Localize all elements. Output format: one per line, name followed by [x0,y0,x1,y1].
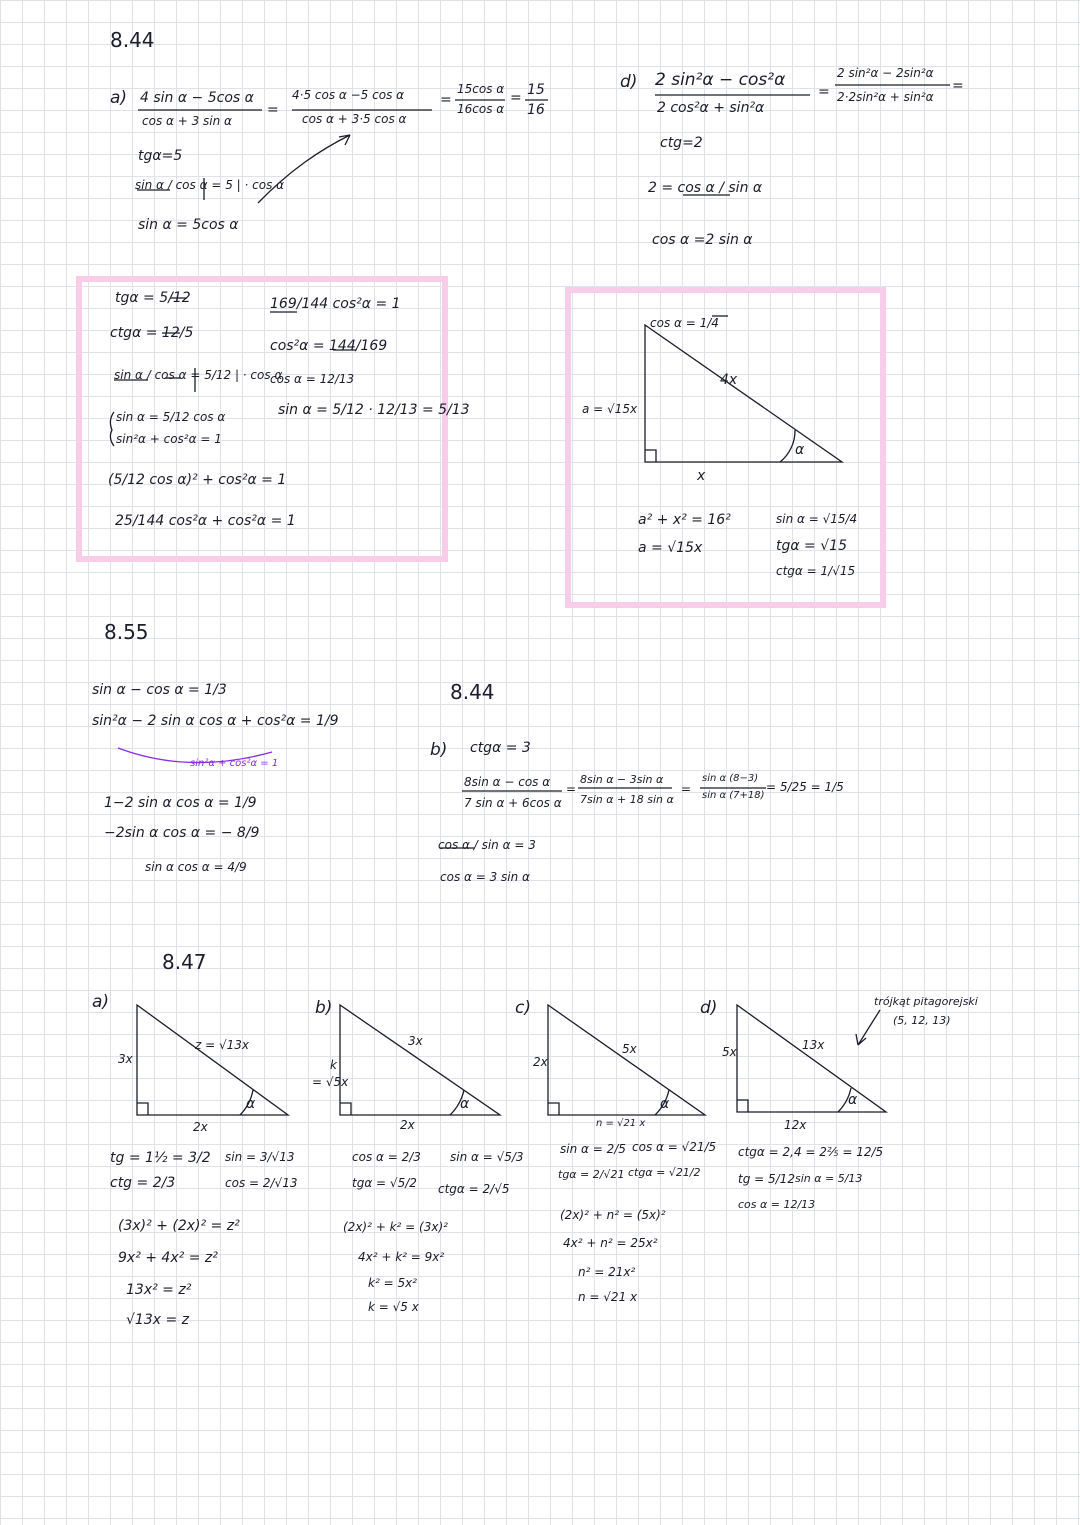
p847d-tg: tg = 5/12 [738,1172,795,1186]
p847a-eq-1: (3x)² + (2x)² = z² [118,1218,240,1234]
box2-ctg: ctgα = 1/√15 [776,564,856,578]
p847a-ctg: ctg = 2/3 [110,1175,176,1191]
p847c-sin: sin α = 2/5 [560,1142,626,1156]
p847a-eq-2: 9x² + 4x² = z² [118,1250,218,1266]
box1-result-2: cos²α = 144/169 [270,338,388,354]
p844b-ctg: ctgα = 3 [470,740,531,756]
box1-result-3: cos α = 12/13 [270,372,355,386]
p847d-hyp: 13x [802,1038,825,1052]
part-d-cos: cos α =2 sin α [652,232,753,248]
p847b-base: 2x [400,1118,415,1132]
part-a-equals: = [267,102,279,118]
box2-alpha: α [795,442,805,458]
p847b-hyp: 3x [408,1034,423,1048]
p847d-label: d) [700,998,718,1018]
p847b-ctg: ctgα = 2/√5 [438,1182,510,1196]
part-d-numerator-2: 2 sin²α − 2sin²α [837,66,934,80]
box2-tg: tgα = √15 [776,538,847,554]
p847b-tg: tgα = √5/2 [352,1176,417,1190]
p847d-ctg: ctgα = 2,4 = 2⅖ = 12/5 [738,1145,884,1159]
p844b-numerator-3: sin α (8−3) [702,773,759,784]
p847a-base: 2x [193,1120,208,1134]
p844b-cos: cos α = 3 sin α [440,870,530,884]
part-a-denominator: cos α + 3 sin α [142,114,232,128]
box1-ctg: ctgα = 12/5 [110,325,194,341]
p855-identity-note: sin²α + cos²α = 1 [190,758,279,769]
p847a-label: a) [92,992,110,1012]
p847c-cos: cos α = √21/5 [632,1140,717,1154]
part-a-denominator-3: 16cos α [457,102,505,116]
p847d-base: 12x [784,1118,807,1132]
part-d-label: d) [620,72,638,92]
p847a-side: 3x [118,1052,133,1066]
box2-cos: cos α = 1/4 [650,316,719,330]
p847a-alpha: α [246,1096,256,1112]
p847d-note-1: trójkąt pitagorejski [874,995,978,1008]
part-d-denominator: 2 cos²α + sin²α [657,100,765,116]
box2-side: a = √15x [582,402,638,416]
heading-8-44-b: 8.44 [450,680,495,704]
box2-sin: sin α = √15/4 [776,512,858,526]
box1-square: (5/12 cos α)² + cos²α = 1 [108,472,287,488]
p847b-cos: cos α = 2/3 [352,1150,421,1164]
p855-line-2: sin²α − 2 sin α cos α + cos²α = 1/9 [92,713,339,729]
p847b-alpha: α [460,1096,470,1112]
p844b-denominator-3: sin α (7+18) [702,790,765,801]
heading-8-44-a: 8.44 [110,28,155,52]
p847b-eq-4: k = √5 x [368,1300,419,1314]
p847a-sin: sin = 3/√13 [225,1150,295,1164]
box1-result-1: 169/144 cos²α = 1 [270,296,401,312]
p855-line-1: sin α − cos α = 1/3 [92,682,227,698]
p844b-numerator: 8sin α − cos α [464,775,551,789]
part-a-equals-3: = [510,90,522,106]
p847c-ctg: ctgα = √21/2 [628,1166,701,1179]
p847d-note-2: (5, 12, 13) [893,1014,951,1027]
p847c-eq-4: n = √21 x [578,1290,638,1304]
p844b-equals: = [566,782,577,796]
p847c-eq-2: 4x² + n² = 25x² [563,1236,658,1250]
p847b-side: k [330,1058,337,1072]
box2-hyp: 4x [720,372,738,388]
part-a-numerator-2: 4·5 cos α −5 cos α [292,88,405,102]
p855-line-3: 1−2 sin α cos α = 1/9 [104,795,257,811]
box2-base: x [697,468,706,484]
box1-ratio: sin α / cos α = 5/12 | · cos α [114,368,283,382]
p847c-tg: tgα = 2/√21 [558,1168,625,1181]
part-a-sin: sin α = 5cos α [138,217,239,233]
box1-tg: tgα = 5/12 [115,290,191,306]
p847a-eq-4: √13x = z [126,1312,189,1328]
p847d-sin: sin α = 5/13 [795,1172,863,1185]
p847b-sin: sin α = √5/3 [450,1150,524,1164]
part-a-denominator-2: cos α + 3·5 cos α [302,112,407,126]
part-a-denominator-4: 16 [527,102,545,118]
part-d-denominator-2: 2·2sin²α + sin²α [837,90,934,104]
p844b-label: b) [430,740,448,760]
p847c-eq-1: (2x)² + n² = (5x)² [560,1208,666,1222]
box2-a: a = √15x [638,540,703,556]
p847c-hyp: 5x [622,1042,637,1056]
p847c-eq-3: n² = 21x² [578,1265,636,1279]
part-a-ratio: sin α / cos α = 5 | · cos α [135,178,285,192]
p844b-denominator: 7 sin α + 6cos α [464,796,562,810]
p847b-eq-2: 4x² + k² = 9x² [358,1250,445,1264]
p847d-alpha: α [848,1092,858,1108]
p847c-label: c) [515,998,531,1018]
part-a-equals-2: = [440,92,452,108]
part-a-numerator-4: 15 [527,82,545,98]
p847c-side: 2x [533,1055,548,1069]
part-d-equals: = [818,84,830,100]
part-d-equals-2: = [952,78,964,94]
p855-line-4: −2sin α cos α = − 8/9 [104,825,260,841]
part-a-numerator: 4 sin α − 5cos α [140,90,254,106]
part-d-numerator: 2 sin²α − cos²α [655,70,786,90]
box1-system-2: sin²α + cos²α = 1 [116,432,222,446]
box1-sum: 25/144 cos²α + cos²α = 1 [115,513,296,529]
p844b-equals-2: = [681,782,692,796]
part-a-label: a) [110,88,128,108]
p847c-alpha: α [660,1096,670,1112]
part-a-numerator-3: 15cos α [457,82,505,96]
part-d-ctg: ctg=2 [660,135,703,151]
p847a-hyp: z = √13x [195,1038,249,1052]
p844b-ratio: cos α / sin α = 3 [438,838,536,852]
heading-8-55: 8.55 [104,620,149,644]
p847b-label: b) [315,998,333,1018]
p847a-eq-3: 13x² = z² [126,1282,192,1298]
p847b-side-2: = √5x [312,1075,349,1089]
p847a-tg: tg = 1½ = 3/2 [110,1150,211,1166]
p847b-eq-1: (2x)² + k² = (3x)² [343,1220,448,1234]
p847b-eq-3: k² = 5x² [368,1276,417,1290]
p847d-side: 5x [722,1045,737,1059]
box1-result-4: sin α = 5/12 · 12/13 = 5/13 [278,402,470,418]
p855-line-5: sin α cos α = 4/9 [145,860,247,874]
p847d-cos: cos α = 12/13 [738,1198,816,1211]
part-d-ratio: 2 = cos α / sin α [648,180,763,196]
p847c-base: n = √21 x [596,1118,646,1129]
p844b-denominator-2: 7sin α + 18 sin α [580,793,674,806]
p844b-result: = 5/25 = 1/5 [766,780,844,794]
box2-pythagoras: a² + x² = 16² [638,512,731,528]
part-a-tg: tgα=5 [138,148,183,164]
box1-system-1: sin α = 5/12 cos α [116,410,226,424]
heading-8-47: 8.47 [162,950,207,974]
p847a-cos: cos = 2/√13 [225,1176,298,1190]
p844b-numerator-2: 8sin α − 3sin α [580,773,664,786]
